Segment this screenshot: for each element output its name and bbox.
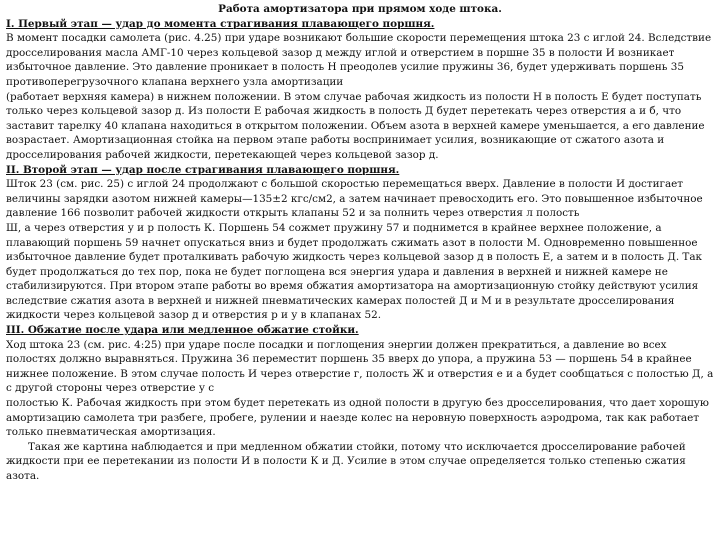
- paragraph: полостью К. Рабочая жидкость при этом будет перетекать из одной полости в другую без дросселирования, что дает хорошую амортизацию самолета три разбеге, пробеге, рулении и наезде колес на неровную поверхность аэродрома, так как работает только пневматическая амортизация.: [6, 397, 709, 439]
- paragraph: Ход штока 23 (см. рис. 4:25) при ударе после посадки и поглощения энергии должен прекратиться, а давление во всех полостях должно выравняться. Пружина 36 переместит поршень 35 вверх до упора, а пружина 53 — поршень 54 в крайнее нижнее положение. В этом случае полость И через отверстие г, полость Ж и отверстия е и а будет сообщаться с полостью Д, а с другой стороны через отверстие у с: [6, 338, 714, 395]
- section-heading-stage-2: II. Второй этап — удар после страгивания плавающего поршня.: [6, 163, 400, 176]
- page-title: Работа амортизатора при прямом ходе штока.: [218, 3, 502, 15]
- section-heading-stage-3: III. Обжатие после удара или медленное обжатие стойки.: [6, 324, 359, 337]
- paragraph: Шток 23 (см. рис. 25) с иглой 24 продолжают с большой скоростью перемещаться вверх. Давление в полости И достигает величины зарядки азотом нижней камеры—135±2 кгс/см2, а затем начинает превосходить его. Это повышенное избыточное давление 166 позволит рабочей жидкости открыть клапаны 52 и за полнить через отверстия л полость: [6, 178, 703, 220]
- paragraph: В момент посадки самолета (рис. 4.25) при ударе возникают большие скорости перемещения штока 23 с иглой 24. Вследствие дросселирования масла АМГ-10 через кольцевой зазор д между иглой и отверстием в поршне 35 в полости И возникает избыточное давление. Это давление проникает в полость Н преодолев усилие пружины 36, будет удерживать поршень 35 противоперегрузочного клапана верхнего узла амортизации: [6, 32, 712, 88]
- closing-paragraph: Такая же картина наблюдается и при медленном обжатии стойки, потому что исключается дросселирование рабочей жидкости при ее перетекании из полости И в полости К и Д. Усилие в этом случае определяется только степенью сжатия азота.: [6, 440, 686, 482]
- paragraph: Ш, а через отверстия у и р полость К. Поршень 54 сожмет пружину 57 и поднимется в крайнее верхнее положение, а плавающий поршень 59 начнет опускаться вниз и будет продолжать сжимать азот в полости М. Одновременно повышенное избыточное давление будет проталкивать рабочую жидкость через кольцевой зазор д в полость Е, а затем и в полость Д. Так будет продолжаться до тех пор, пока не будет поглощена вся энергия удара и давления в верхней и нижней камере не стабилизируются. При втором этапе работы во время обжатия амортизатора на амортизационную стойку действуют усилия вследствие сжатия азота в верхней и нижней пневматических камерах полостей Д и М и в результате дросселирования жидкости через кольцевой зазор д и отверстия р и у в клапанах 52.: [6, 221, 703, 322]
- paragraph: (работает верхняя камера) в нижнем положении. В этом случае рабочая жидкость из полости Н в полость Е будет поступать только через кольцевой зазор д. Из полости Е рабочая жидкость в полость Д будет перетекать через отверстия а и б, что заставит тарелку 40 клапана находиться в открытом положении. Объем азота в верхней камере уменьшается, а его давление возрастает. Амортизационная стойка на первом этапе работы воспринимает усилия, возникающие от сжатого азота и дросселирования рабочей жидкости, перетекающей через кольцевой зазор д.: [6, 90, 705, 161]
- section-heading-stage-1: I. Первый этап — удар до момента страгивания плавающего поршня.: [6, 17, 435, 30]
